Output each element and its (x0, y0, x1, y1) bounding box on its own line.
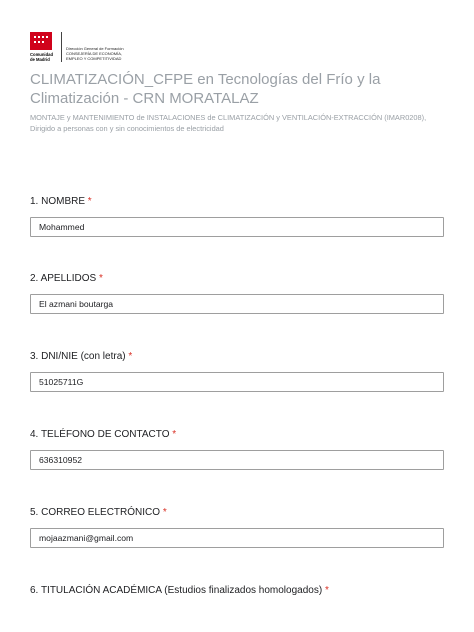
comunidad-madrid-logo (30, 32, 56, 64)
answer-field[interactable]: 51025711G (30, 372, 444, 392)
question-label: 3. DNI/NIE (con letra) * (30, 351, 133, 362)
question-label: 1. NOMBRE * (30, 196, 92, 207)
question-titulacion (30, 585, 444, 597)
madrid-flag-icon (30, 32, 52, 50)
logo-divider (61, 32, 62, 62)
required-asterisk: * (128, 351, 133, 362)
question-telefono (30, 429, 444, 470)
required-asterisk: * (87, 196, 92, 207)
question-label: 4. TELÉFONO DE CONTACTO * (30, 429, 177, 440)
question-label: 5. CORREO ELECTRÓNICO * (30, 507, 167, 518)
question-apellidos (30, 273, 444, 314)
form-description: MONTAJE y MANTENIMIENTO de INSTALACIONES de CLIMATIZACIÓN y VENTILACIÓN-EXTRACCIÓN (IMAR0208), Dirigido a personas con y sin conocimientos de electricidad (30, 113, 427, 133)
required-asterisk: * (98, 273, 103, 284)
logo-text: Comunidad de Madrid (30, 52, 54, 62)
question-correo (30, 507, 444, 548)
question-dni (30, 351, 444, 392)
answer-field[interactable]: 636310952 (30, 450, 444, 470)
required-asterisk: * (162, 507, 167, 518)
question-label: 6. TITULACIÓN ACADÉMICA (Estudios finalizados homologados) * (30, 585, 329, 596)
question-nombre (30, 196, 444, 237)
form-title: CLIMATIZACIÓN_CFPE en Tecnologías del Frío y la Climatización - CRN MORATALAZ (30, 71, 381, 107)
required-asterisk: * (324, 585, 329, 596)
answer-field[interactable]: mojaazmani@gmail.com (30, 528, 444, 548)
department-text: Dirección General de Formación CONSEJERÍA DE ECONOMÍA, EMPLEO Y COMPETITIVIDAD (66, 46, 124, 61)
question-label: 2. APELLIDOS * (30, 273, 103, 284)
answer-field[interactable]: El azmani boutarga (30, 294, 444, 314)
required-asterisk: * (172, 429, 177, 440)
answer-field[interactable]: Mohammed (30, 217, 444, 237)
header-logo (30, 32, 146, 64)
